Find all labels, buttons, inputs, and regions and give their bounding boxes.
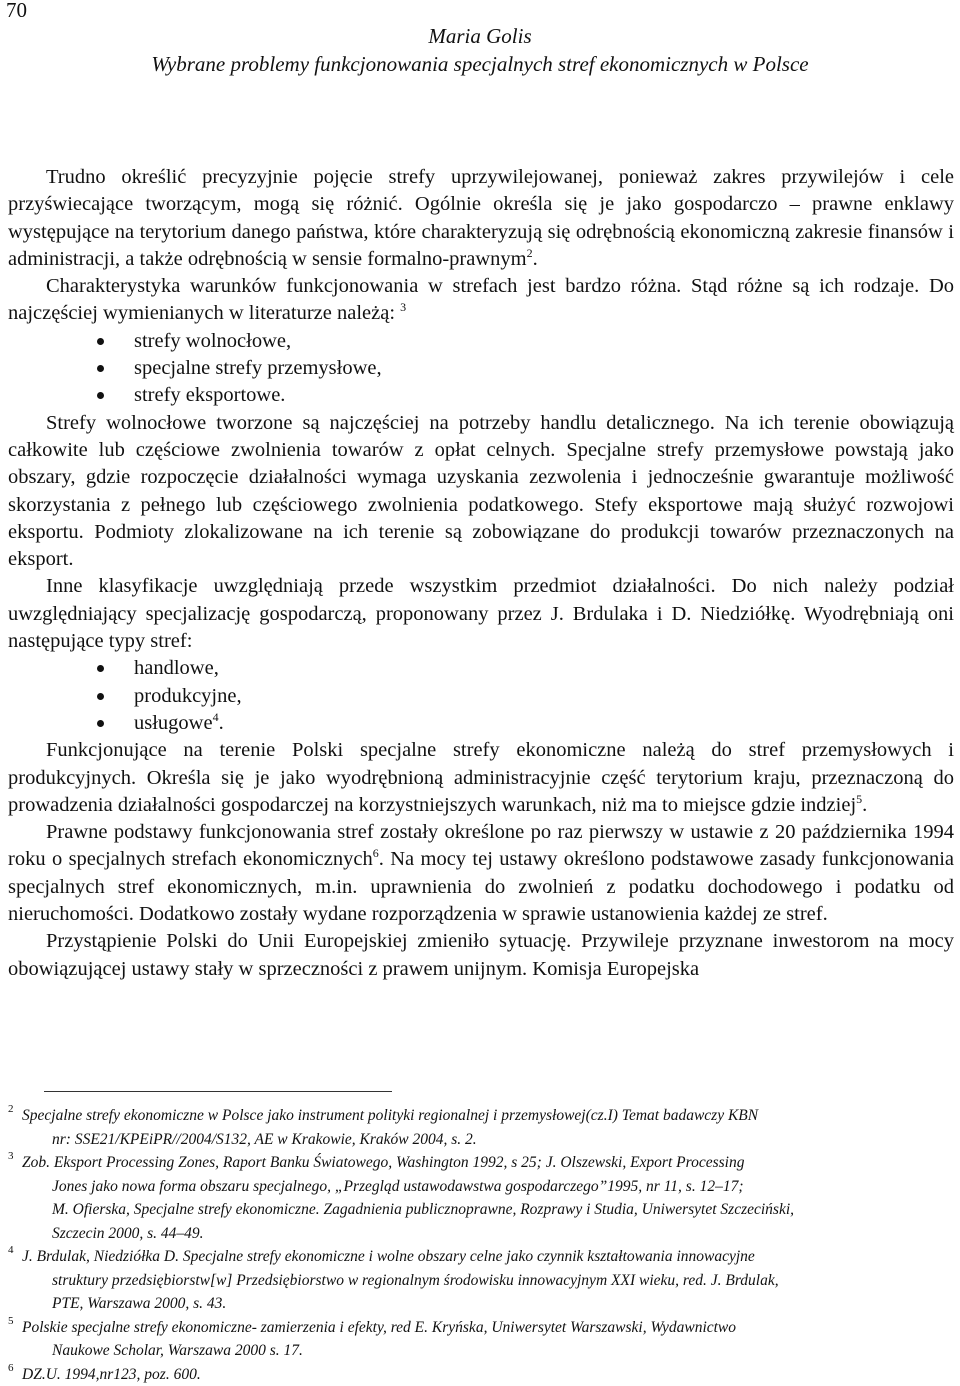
footnote-separator <box>44 1091 392 1092</box>
paragraph-7: Przystąpienie Polski do Unii Europejskiej zmieniło sytuację. Przywileje przyznane inwestorom na mocy obowiązującej ustawy stały w sprzeczności z prawem unijnym. Komisja Europejska <box>8 930 954 980</box>
footnote-ref-5[interactable]: 5 <box>856 792 863 806</box>
running-header-title: Wybrane problemy funkcjonowania specjalnych stref ekonomicznych w Polsce <box>151 52 809 76</box>
footnote-number: 2 <box>8 1103 14 1115</box>
paragraph-2: Charakterystyka warunków funkcjonowania w strefach jest bardzo różna. Stąd różne są ich rodzaje. Do najczęściej wymienianych w literaturze należą: $^3$ <box>8 275 954 325</box>
footnote-number: 6 <box>8 1361 14 1374</box>
specialization-list <box>8 655 954 737</box>
footnote-2: 2 Specjalne strefy ekonomiczne w Polsce jako instrument polityki regionalnej i przemysłowej(cz.I) Temat badawczy KBN nr: SSE21/KPEiPR//2004/S132, AE w Krakowie, Kraków 2004, s. 2. <box>8 1104 954 1151</box>
paragraph-5: Funkcjonujące na terenie Polski specjalne strefy ekonomiczne należą do stref przemysłowych i produkcyjnych. Określa się je jako wyodrębnioną administracyjnie część terytorium kraju, przeznaczoną do prowadzenia działalności gospodarczej na korzystniejszych warunkach, niż ma to miejsce gdzie indziej$^5$. <box>8 739 954 816</box>
paragraph-4: Inne klasyfikacje uwzględniają przede wszystkim przedmiot działalności. Do nich należy podział uwzględniający specjalizację gospodarczą, proponowany przez J. Brdulaka i D. Niedziółkę. Wyodrębniają oni następujące typy stref: <box>8 575 954 653</box>
page-number: 70 <box>6 0 27 22</box>
footnote-ref-4[interactable]: 4 <box>212 710 219 725</box>
footnote-ref-3[interactable]: 3 <box>400 300 407 315</box>
footnote-number: 3 <box>8 1150 14 1162</box>
list-item: strefy eksportowe. <box>8 382 954 409</box>
footnote-5: 5 Polskie specjalne strefy ekonomiczne- zamierzenia i efekty, red E. Kryńska, Uniwersytet Warszawski, Wydawnictwo Naukowe Scholar, Warszawa 2000 s. 17. <box>8 1316 954 1363</box>
list-item: usługowe$^4$. <box>8 710 954 737</box>
footnote-ref-6[interactable]: 6 <box>372 846 379 861</box>
zone-types-list <box>8 328 954 410</box>
footnote-6: 6 DZ.U. 1994,nr123, poz. 600. <box>8 1363 954 1386</box>
footnote-number: 4 <box>8 1244 14 1256</box>
footnote-4: 4 J. Brdulak, Niedziółka D. Specjalne strefy ekonomiczne i wolne obszary celne jako czynnik kształtowania innowacyjne struktury przedsiębiorstw[w] Przedsiębiorstwo w regionalnym środowisku innowacyjnym XXI wieku, red. J. Brdulak, PTE, Warszawa 2000, s. 43. <box>8 1245 954 1316</box>
running-header-author: Maria Golis <box>428 24 532 48</box>
paragraph-1: Trudno określić precyzyjnie pojęcie strefy uprzywilejowanej, ponieważ zakres przywilejów i cele przyświecające tworzącym, mogą się różnić. Ogólnie określa się je jako gospodarczo – prawne enklawy występujące na terytorium danego państwa, które charakteryzują się odrębnością ekonomiczną zakresie finansów i administracji, a także odrębnością w sensie formalno-prawnym$^2$. <box>8 166 954 270</box>
paragraph-3: Strefy wolnocłowe tworzone są najczęściej na potrzeby handlu detalicznego. Na ich terenie obowiązują całkowite lub częściowe zwolnienia towarów z opłat celnych. Specjalne strefy przemysłowe powstają jako obszary, gdzie rozpoczęcie działalności wymaga uzyskania zezwolenia i jednocześnie gwarantuje możliwość skorzystania z pełnego lub częściowego zwolnienia podatkowego. Stefy eksportowe mają służyć rozwojowi eksportu. Podmioty zlokalizowane na ich terenie są zobowiązane do produkcji towarów przeznaczonych na eksport. <box>8 411 954 571</box>
footnote-3: 3 Zob. Eksport Processing Zones, Raport Banku Światowego, Washington 1992, s 25; J. Olszewski, Export Processing Jones jako nowa forma obszaru specjalnego, „Przegląd ustawodawstwa gospodarczego”1995, nr 11, s. 12–17; M. Ofierska, Specjalne strefy ekonomiczne. Zagadnienia publicznoprawne, Rozprawy i Studia, Uniwersytet Szczeciński, Szczecin 2000, s. 44–49. <box>8 1151 954 1245</box>
list-item: produkcyjne, <box>8 683 954 710</box>
list-item: specjalne strefy przemysłowe, <box>8 355 954 382</box>
paragraph-6: Prawne podstawy funkcjonowania stref zostały określone po raz pierwszy w ustawie z 20 października 1994 roku o specjalnych strefach ekonomicznych$^6$. Na mocy tej ustawy określono podstawowe zasady funkcjonowania specjalnych stref ekonomicznych, m.in. uprawnienia do zwolnień z podatku dochodowego i podatku od nieruchomości. Dodatkowo zostały wydane rozporządzenia w sprawie ustanowienia każdej ze stref. <box>8 821 954 926</box>
list-item: strefy wolnocłowe, <box>8 328 954 355</box>
footnotes <box>8 1104 954 1386</box>
footnote-ref-2[interactable]: 2 <box>526 246 533 261</box>
footnote-number: 5 <box>8 1314 14 1327</box>
main-text <box>8 164 954 983</box>
list-item: handlowe, <box>8 655 954 682</box>
